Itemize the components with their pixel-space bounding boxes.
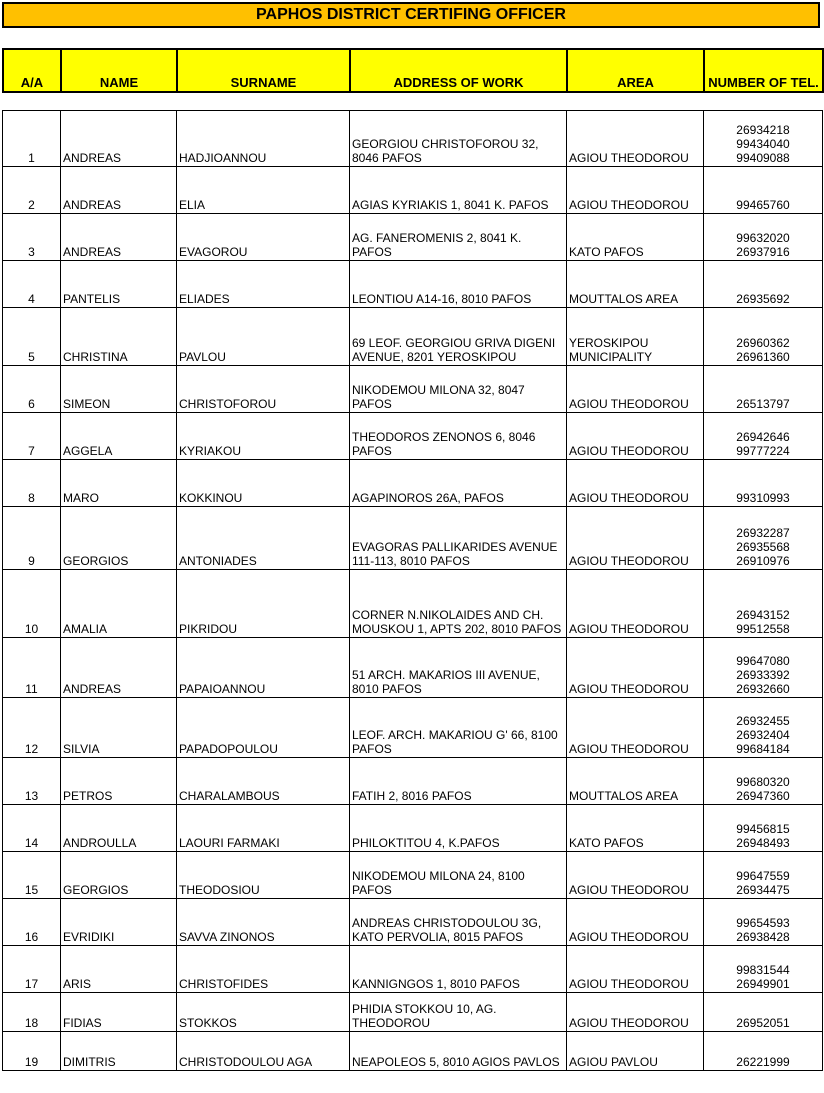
cell-address: NIKODEMOU MILONA 32, 8047 PAFOS bbox=[350, 366, 567, 413]
cell-surname: ANTONIADES bbox=[177, 507, 350, 570]
cell-aa: 11 bbox=[3, 638, 61, 698]
table-row bbox=[3, 638, 823, 698]
cell-area: AGIOU THEODOROU bbox=[567, 698, 704, 758]
cell-surname: CHRISTOFIDES bbox=[177, 946, 350, 993]
cell-address: 69 LEOF. GEORGIOU GRIVA DIGENI AVENUE, 8201 YEROSKIPOU bbox=[350, 308, 567, 366]
table-row bbox=[3, 460, 823, 507]
cell-address: AGAPINOROS 26A, PAFOS bbox=[350, 460, 567, 507]
cell-tel: 26934218 99434040 99409088 bbox=[704, 111, 823, 167]
cell-area: AGIOU THEODOROU bbox=[567, 946, 704, 993]
cell-tel: 26221999 bbox=[704, 1032, 823, 1071]
cell-tel: 99654593 26938428 bbox=[704, 899, 823, 946]
cell-surname: KOKKINOU bbox=[177, 460, 350, 507]
cell-surname: THEODOSIOU bbox=[177, 852, 350, 899]
cell-area: MOUTTALOS AREA bbox=[567, 261, 704, 308]
table-row bbox=[3, 413, 823, 460]
table-row bbox=[3, 111, 823, 167]
table-row bbox=[3, 899, 823, 946]
cell-aa: 16 bbox=[3, 899, 61, 946]
cell-name: ANDREAS bbox=[61, 214, 177, 261]
cell-tel: 26942646 99777224 bbox=[704, 413, 823, 460]
table-row bbox=[3, 261, 823, 308]
cell-area: KATO PAFOS bbox=[567, 805, 704, 852]
cell-tel: 26932455 26932404 99684184 bbox=[704, 698, 823, 758]
cell-area: KATO PAFOS bbox=[567, 214, 704, 261]
cell-name: AGGELA bbox=[61, 413, 177, 460]
cell-address: LEONTIOU A14-16, 8010 PAFOS bbox=[350, 261, 567, 308]
page-title: PAPHOS DISTRICT CERTIFING OFFICER bbox=[2, 2, 820, 28]
cell-tel: 26952051 bbox=[704, 993, 823, 1032]
cell-address: NEAPOLEOS 5, 8010 AGIOS PAVLOS bbox=[350, 1032, 567, 1071]
cell-name: AMALIA bbox=[61, 570, 177, 638]
table-row bbox=[3, 852, 823, 899]
cell-name: FIDIAS bbox=[61, 993, 177, 1032]
cell-name: DIMITRIS bbox=[61, 1032, 177, 1071]
cell-aa: 8 bbox=[3, 460, 61, 507]
cell-tel: 99831544 26949901 bbox=[704, 946, 823, 993]
cell-address: FATIH 2, 8016 PAFOS bbox=[350, 758, 567, 805]
table-row bbox=[3, 167, 823, 214]
table-row bbox=[3, 366, 823, 413]
cell-tel: 99456815 26948493 bbox=[704, 805, 823, 852]
cell-surname: LAOURI FARMAKI bbox=[177, 805, 350, 852]
cell-name: ANDREAS bbox=[61, 167, 177, 214]
cell-address: PHILOKTITOU 4, K.PAFOS bbox=[350, 805, 567, 852]
cell-address: AG. FANEROMENIS 2, 8041 K. PAFOS bbox=[350, 214, 567, 261]
table-row bbox=[3, 214, 823, 261]
cell-address: ANDREAS CHRISTODOULOU 3G, KATO PERVOLIA, 8015 PAFOS bbox=[350, 899, 567, 946]
cell-name: CHRISTINA bbox=[61, 308, 177, 366]
column-header-name: NAME bbox=[61, 49, 177, 92]
column-header-area: AREA bbox=[567, 49, 704, 92]
cell-surname: PIKRIDOU bbox=[177, 570, 350, 638]
table-row bbox=[3, 570, 823, 638]
cell-area: AGIOU THEODOROU bbox=[567, 993, 704, 1032]
cell-surname: PAVLOU bbox=[177, 308, 350, 366]
column-header-row bbox=[2, 48, 824, 93]
cell-area: AGIOU THEODOROU bbox=[567, 570, 704, 638]
cell-address: CORNER N.NIKOLAIDES AND CH. MOUSKOU 1, APTS 202, 8010 PAFOS bbox=[350, 570, 567, 638]
cell-aa: 5 bbox=[3, 308, 61, 366]
table-row bbox=[3, 698, 823, 758]
cell-name: GEORGIOS bbox=[61, 852, 177, 899]
cell-aa: 4 bbox=[3, 261, 61, 308]
cell-address: LEOF. ARCH. MAKARIOU G' 66, 8100 PAFOS bbox=[350, 698, 567, 758]
cell-address: 51 ARCH. MAKARIOS III AVENUE, 8010 PAFOS bbox=[350, 638, 567, 698]
cell-surname: SAVVA ZINONOS bbox=[177, 899, 350, 946]
cell-address: THEODOROS ZENONOS 6, 8046 PAFOS bbox=[350, 413, 567, 460]
cell-tel: 99647080 26933392 26932660 bbox=[704, 638, 823, 698]
cell-surname: HADJIOANNOU bbox=[177, 111, 350, 167]
cell-aa: 15 bbox=[3, 852, 61, 899]
cell-address: AGIAS KYRIAKIS 1, 8041 K. PAFOS bbox=[350, 167, 567, 214]
cell-tel: 26943152 99512558 bbox=[704, 570, 823, 638]
table-row bbox=[3, 758, 823, 805]
cell-aa: 13 bbox=[3, 758, 61, 805]
cell-aa: 6 bbox=[3, 366, 61, 413]
cell-area: AGIOU THEODOROU bbox=[567, 366, 704, 413]
cell-aa: 3 bbox=[3, 214, 61, 261]
cell-area: AGIOU THEODOROU bbox=[567, 111, 704, 167]
cell-aa: 10 bbox=[3, 570, 61, 638]
cell-aa: 7 bbox=[3, 413, 61, 460]
cell-aa: 9 bbox=[3, 507, 61, 570]
cell-area: YEROSKIPOU MUNICIPALITY bbox=[567, 308, 704, 366]
cell-surname: STOKKOS bbox=[177, 993, 350, 1032]
cell-name: ANDROULLA bbox=[61, 805, 177, 852]
cell-tel: 99310993 bbox=[704, 460, 823, 507]
cell-name: PETROS bbox=[61, 758, 177, 805]
cell-name: SIMEON bbox=[61, 366, 177, 413]
cell-tel: 99632020 26937916 bbox=[704, 214, 823, 261]
cell-aa: 17 bbox=[3, 946, 61, 993]
cell-tel: 99465760 bbox=[704, 167, 823, 214]
cell-name: EVRIDIKI bbox=[61, 899, 177, 946]
table-row bbox=[3, 805, 823, 852]
cell-area: AGIOU THEODOROU bbox=[567, 167, 704, 214]
cell-name: SILVIA bbox=[61, 698, 177, 758]
cell-address: EVAGORAS PALLIKARIDES AVENUE 111-113, 8010 PAFOS bbox=[350, 507, 567, 570]
cell-area: AGIOU PAVLOU bbox=[567, 1032, 704, 1071]
table-row bbox=[3, 308, 823, 366]
cell-area: AGIOU THEODOROU bbox=[567, 852, 704, 899]
cell-tel: 99647559 26934475 bbox=[704, 852, 823, 899]
column-header-tel: NUMBER OF TEL. bbox=[704, 49, 823, 92]
cell-tel: 26932287 26935568 26910976 bbox=[704, 507, 823, 570]
cell-surname: CHARALAMBOUS bbox=[177, 758, 350, 805]
table-row bbox=[3, 507, 823, 570]
cell-name: PANTELIS bbox=[61, 261, 177, 308]
cell-aa: 18 bbox=[3, 993, 61, 1032]
cell-tel: 99680320 26947360 bbox=[704, 758, 823, 805]
cell-tel: 26960362 26961360 bbox=[704, 308, 823, 366]
cell-name: ARIS bbox=[61, 946, 177, 993]
cell-surname: PAPAIOANNOU bbox=[177, 638, 350, 698]
cell-surname: EVAGOROU bbox=[177, 214, 350, 261]
cell-tel: 26513797 bbox=[704, 366, 823, 413]
cell-surname: PAPADOPOULOU bbox=[177, 698, 350, 758]
cell-address: NIKODEMOU MILONA 24, 8100 PAFOS bbox=[350, 852, 567, 899]
cell-aa: 14 bbox=[3, 805, 61, 852]
cell-area: AGIOU THEODOROU bbox=[567, 638, 704, 698]
column-header-address: ADDRESS OF WORK bbox=[350, 49, 567, 92]
cell-name: ANDREAS bbox=[61, 638, 177, 698]
cell-surname: KYRIAKOU bbox=[177, 413, 350, 460]
cell-surname: ELIA bbox=[177, 167, 350, 214]
cell-name: MARO bbox=[61, 460, 177, 507]
table-row bbox=[3, 1032, 823, 1071]
table-row bbox=[3, 993, 823, 1032]
column-header-aa: A/A bbox=[3, 49, 61, 92]
cell-aa: 19 bbox=[3, 1032, 61, 1071]
cell-area: AGIOU THEODOROU bbox=[567, 507, 704, 570]
cell-area: AGIOU THEODOROU bbox=[567, 460, 704, 507]
cell-aa: 2 bbox=[3, 167, 61, 214]
cell-tel: 26935692 bbox=[704, 261, 823, 308]
cell-surname: ELIADES bbox=[177, 261, 350, 308]
cell-address: GEORGIOU CHRISTOFOROU 32, 8046 PAFOS bbox=[350, 111, 567, 167]
cell-name: GEORGIOS bbox=[61, 507, 177, 570]
cell-area: AGIOU THEODOROU bbox=[567, 413, 704, 460]
cell-surname: CHRISTODOULOU AGA bbox=[177, 1032, 350, 1071]
cell-surname: CHRISTOFOROU bbox=[177, 366, 350, 413]
cell-aa: 1 bbox=[3, 111, 61, 167]
cell-address: PHIDIA STOKKOU 10, AG. THEODOROU bbox=[350, 993, 567, 1032]
cell-area: MOUTTALOS AREA bbox=[567, 758, 704, 805]
cell-name: ANDREAS bbox=[61, 111, 177, 167]
cell-area: AGIOU THEODOROU bbox=[567, 899, 704, 946]
column-header-surname: SURNAME bbox=[177, 49, 350, 92]
officers-table bbox=[2, 110, 823, 1071]
cell-aa: 12 bbox=[3, 698, 61, 758]
cell-address: KANNIGNGOS 1, 8010 PAFOS bbox=[350, 946, 567, 993]
table-row bbox=[3, 946, 823, 993]
